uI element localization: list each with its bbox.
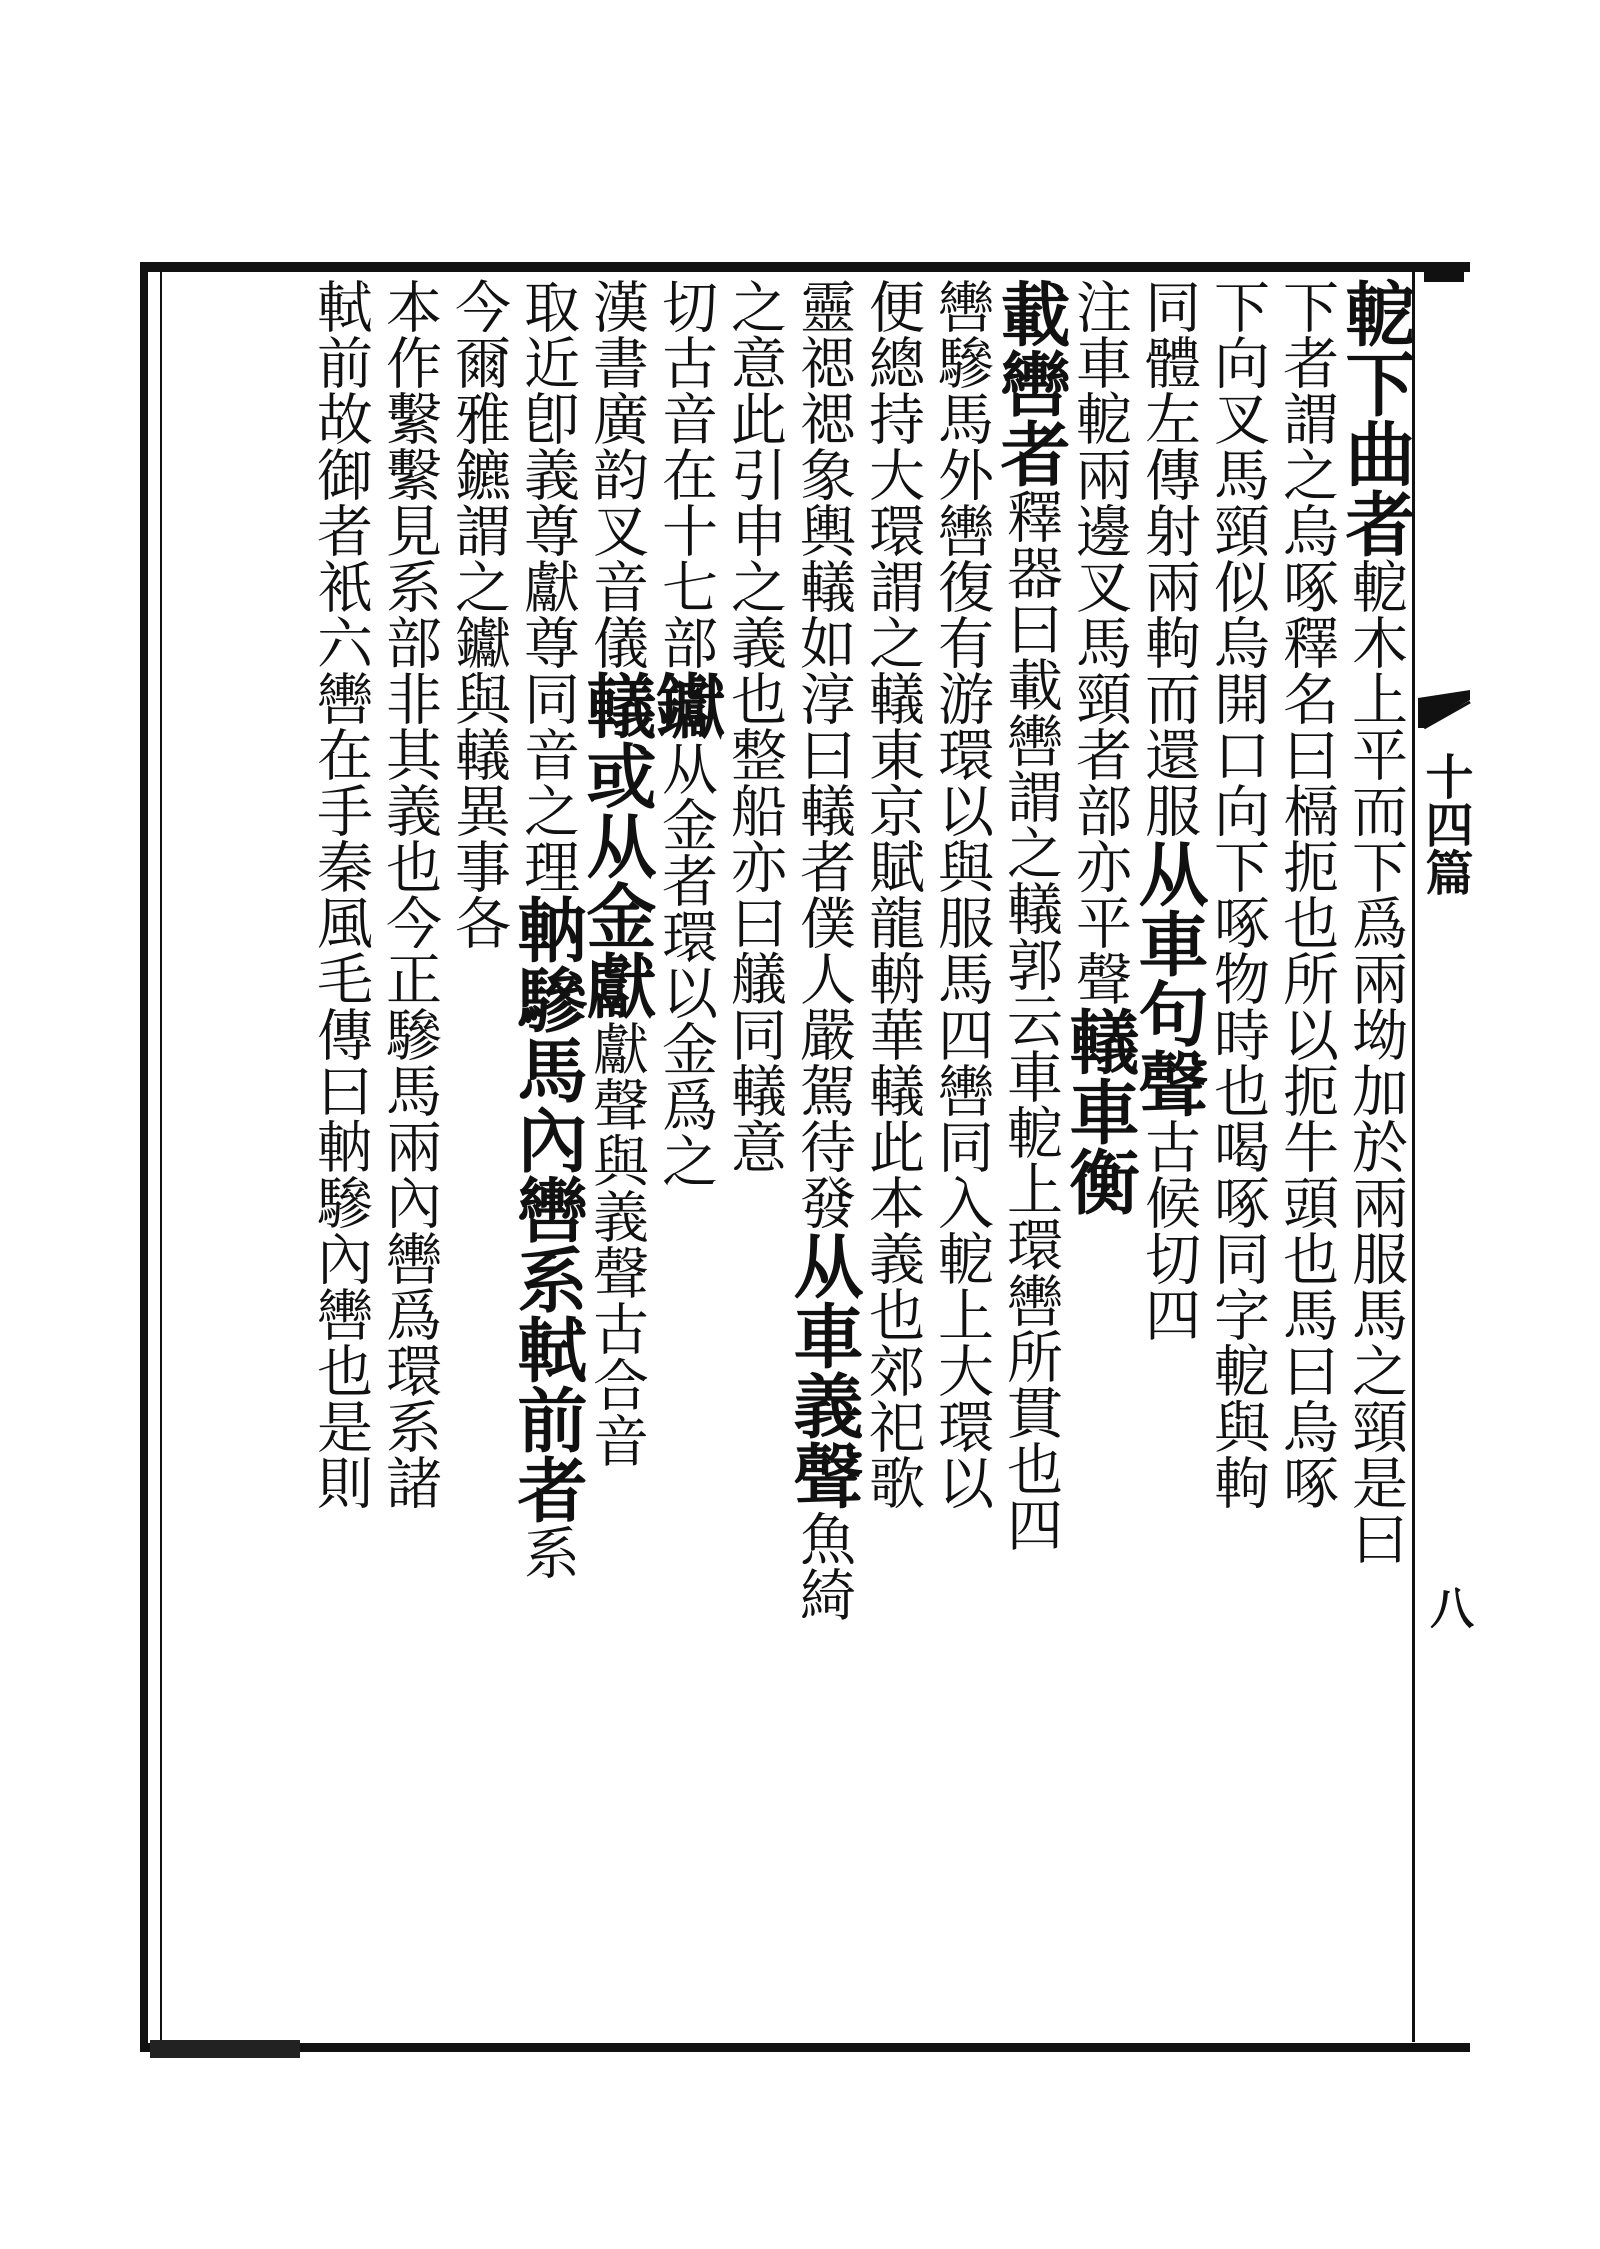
commentary-text: 獻聲與義聲古合音 — [584, 1020, 649, 1468]
text-body — [168, 272, 1417, 2042]
commentary-text: 魚綺 — [791, 1510, 856, 1622]
headword-text: 从車義聲 — [782, 1230, 865, 1510]
commentary-text: 便總持大環謂之轙東京賦龍輈華轙此本義也郊祀歌 — [860, 278, 925, 1510]
text-column — [1272, 272, 1341, 2042]
headword-text: 軶下曲者 — [1334, 278, 1417, 558]
commentary-text: 本作繫繫見系部非其義也今正驂馬兩內轡爲環系諸 — [377, 278, 442, 1510]
commentary-text: 部亦平聲 — [1067, 782, 1132, 1006]
headword-text: 載轡者 — [989, 278, 1072, 488]
fish-tail-mark — [1418, 690, 1470, 740]
text-column — [1203, 272, 1272, 2042]
text-column — [306, 272, 375, 2042]
commentary-text: 漢書廣韵叉音儀 — [584, 278, 649, 670]
commentary-text: 从金者環以金爲之 — [653, 740, 718, 1188]
text-column — [375, 272, 444, 2042]
page-label: 八 — [1422, 1585, 1473, 1629]
text-column — [720, 272, 789, 2042]
section-label: 十四篇 — [1417, 752, 1473, 896]
commentary-text: 下向叉馬頸似烏開口向下啄物時也喝啄同字軶與軥 — [1205, 278, 1270, 1510]
text-column — [575, 272, 658, 2042]
headword-text: 車衡 — [1058, 1076, 1141, 1216]
commentary-text: 注車軶兩邊叉馬頸者 — [1067, 278, 1132, 782]
commentary-text: 轡驂馬外轡復有游環以與服馬四轡同入軶上大環以 — [929, 278, 994, 1510]
text-column — [989, 272, 1072, 2042]
commentary-text: 下者謂之烏啄釋名曰槅扼也所以扼牛頭也馬曰烏啄 — [1274, 278, 1339, 1510]
commentary-text: 靈禗禗象輿轙如淳曰轙者僕人嚴駕待發 — [791, 278, 856, 1230]
headword-text: 轙或从金獻 — [575, 670, 658, 1020]
left-border-rule — [160, 272, 162, 2042]
top-margin-mark — [1424, 262, 1464, 282]
text-column — [782, 272, 865, 2042]
commentary-text: 軾前故御者衹六轡在手秦風毛傳曰軜驂內轡也是則 — [308, 278, 373, 1510]
text-column — [1058, 272, 1141, 2042]
text-column — [444, 272, 513, 2042]
commentary-text: 系 — [515, 1524, 580, 1580]
headword-text: 軜 — [506, 894, 589, 964]
bottom-ink-smudge — [150, 2040, 300, 2058]
text-column — [858, 272, 927, 2042]
text-column — [1334, 272, 1417, 2042]
commentary-text: 軶木上平而下爲兩坳加於兩服馬之頸是曰 — [1343, 558, 1408, 1566]
commentary-text: 今爾雅鑣謂之钀與轙異事 — [446, 278, 511, 894]
text-column — [644, 272, 727, 2042]
commentary-text: 釋器曰載轡謂之轙郭云車軶上環轡所貫也四 — [998, 488, 1063, 1552]
headword-text: 从車句聲 — [1127, 838, 1210, 1118]
text-column — [506, 272, 589, 2042]
headword-text: 驂馬內轡系軾前者 — [506, 964, 589, 1524]
text-column — [1127, 272, 1210, 2042]
commentary-text: 同體左傳射兩軥而還服 — [1136, 278, 1201, 838]
headword-text: 轙 — [1058, 1006, 1141, 1076]
commentary-text: 切古音在十七部 — [653, 278, 718, 670]
commentary-text: 之意此引申之義也整船亦曰艤同轙意 — [722, 278, 787, 1174]
commentary-text: 古候切四 — [1136, 1118, 1201, 1342]
headword-text: 钀 — [644, 670, 727, 740]
commentary-text: 各 — [446, 894, 511, 950]
text-column — [927, 272, 996, 2042]
commentary-text: 取近卽義尊獻尊同音之理 — [515, 278, 580, 894]
